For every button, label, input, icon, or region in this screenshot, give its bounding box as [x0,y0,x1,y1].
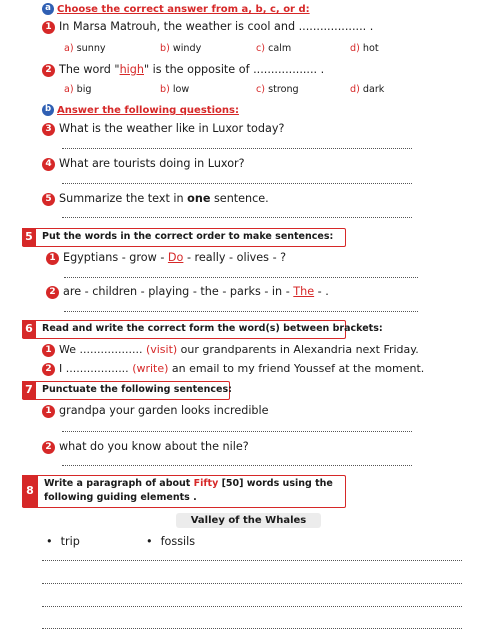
item-number-badge: 2 [42,363,55,376]
highlighted-word: Do [167,251,184,264]
punctuate-item-2 [42,440,249,454]
punctuate-item-1 [42,404,269,418]
option-label: b) low [160,84,190,95]
option-letter: c) [256,84,266,95]
option-label: a) sunny [64,43,106,54]
option-letter: c) [256,43,266,54]
item-number-badge: 2 [46,286,59,299]
question-text: What is the weather like in Luxor today? [59,122,285,135]
question-number-badge: 5 [42,193,55,206]
item-text: grandpa your garden looks incredible [59,404,269,417]
item-text: I .................. [59,362,133,375]
item-text: what do you know about the nile? [59,440,249,453]
question-text: The word " [59,63,120,76]
option-letter: a) [64,43,74,54]
heading-text-end: [50] words using the [218,478,333,489]
question-number-badge: 4 [42,158,55,171]
guiding-element-2: • fossils [146,535,195,548]
verb-item-1 [42,343,419,357]
emphasis-word: one [187,192,211,205]
item-text: Egyptians - grow - [63,251,168,264]
heading-text: Write a paragraph of about [44,478,194,489]
answer-line[interactable] [62,431,412,432]
answer-line[interactable] [62,217,412,218]
question-text: What are tourists doing in Luxor? [59,157,245,170]
item-text-end: - really - olives - ? [183,251,287,264]
answer-line[interactable] [64,311,418,312]
writing-line[interactable] [42,606,462,607]
item-text: are - children - playing - the - parks - in - [63,285,294,298]
part-letter-badge: b [42,104,54,116]
writing-line[interactable] [42,583,462,584]
option-letter: d) [350,84,360,95]
option-b[interactable] [160,43,201,54]
section-number: 8 [22,475,38,507]
word-count-highlight: Fifty [193,478,219,489]
item-number-badge: 1 [42,344,55,357]
highlighted-word: The [293,285,315,298]
question-5 [42,192,269,206]
section-number: 5 [22,228,36,246]
question-end: " is the opposite of .................. . [143,63,325,76]
question-2 [42,63,324,77]
answer-line[interactable] [64,277,418,278]
option-d[interactable] [350,43,379,54]
option-label: c) strong [256,84,299,95]
item-number-badge: 2 [42,441,55,454]
writing-line[interactable] [42,628,462,629]
option-a[interactable] [64,84,92,95]
question-text: Summarize the text in [59,192,188,205]
question-number-badge: 2 [42,64,55,77]
option-b[interactable] [160,84,189,95]
option-a[interactable] [64,43,106,54]
question-end: . [369,20,374,33]
option-letter: d) [350,43,360,54]
answer-line[interactable] [62,183,412,184]
section-number: 7 [22,381,36,399]
part-b-heading [42,103,239,116]
item-text-end: our grandparents in Alexandria next Friday. [177,343,419,356]
answer-line[interactable] [62,148,412,149]
section-heading: Read and write the correct form the word(s) between brackets: [42,323,383,334]
option-label: a) big [64,84,92,95]
reorder-item-1 [46,251,286,265]
part-a-heading [42,2,310,15]
option-letter: b) [160,84,170,95]
section-heading-line-1 [44,478,333,489]
question-number-badge: 3 [42,123,55,136]
option-c[interactable] [256,43,291,54]
option-letter: a) [64,84,74,95]
question-4 [42,157,245,171]
item-text-end: - . [314,285,329,298]
option-label: d) dark [350,84,385,95]
part-heading: Choose the correct answer from a, b, c, or d: [57,4,310,15]
answer-line[interactable] [62,465,412,466]
verb-hint: (visit) [145,343,178,356]
writing-line[interactable] [42,560,462,561]
verb-hint: (write) [132,362,169,375]
keyword: high [119,63,144,76]
part-heading: Answer the following questions: [57,105,239,116]
section-heading-line-2: following guiding elements . [44,492,197,503]
section-number: 6 [22,320,36,338]
verb-item-2 [42,362,424,376]
question-3 [42,122,284,136]
item-number-badge: 1 [46,252,59,265]
option-label: b) windy [160,43,202,54]
paragraph-title: Valley of the Whales [176,513,321,528]
option-label: d) hot [350,43,379,54]
answer-blank: ................... [298,20,367,33]
option-label: c) calm [256,43,292,54]
section-heading: Put the words in the correct order to make sentences: [42,231,334,242]
option-d[interactable] [350,84,384,95]
question-end: sentence. [210,192,269,205]
reorder-item-2 [46,285,329,299]
option-letter: b) [160,43,170,54]
section-heading: Punctuate the following sentences: [42,384,232,395]
guiding-element-1: • trip [46,535,80,548]
item-number-badge: 1 [42,405,55,418]
item-text: We .................. [59,343,146,356]
option-c[interactable] [256,84,299,95]
question-number-badge: 1 [42,21,55,34]
part-letter-badge: a [42,3,54,15]
item-text-end: an email to my friend Youssef at the moment. [168,362,425,375]
question-1 [42,20,373,34]
question-text: In Marsa Matrouh, the weather is cool and [59,20,296,33]
